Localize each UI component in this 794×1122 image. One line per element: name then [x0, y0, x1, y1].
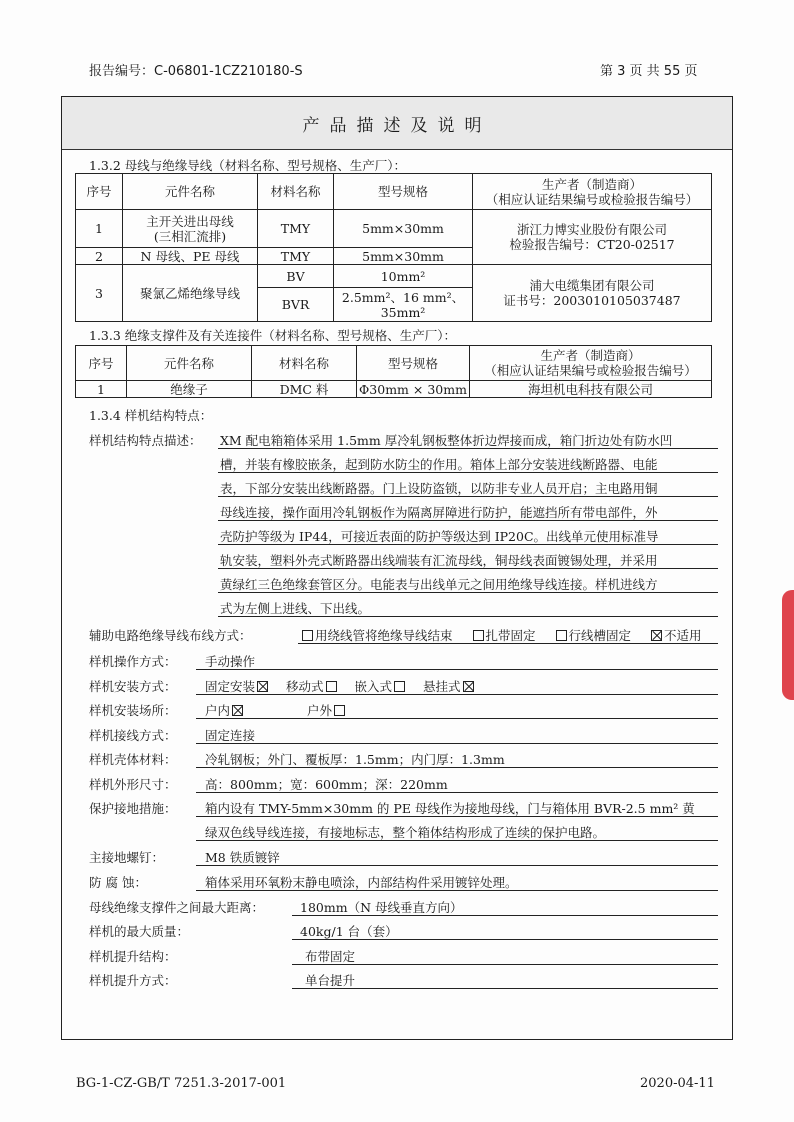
support-distance-value: 180mm（N 母线垂直方向） — [300, 900, 463, 915]
col-manufacturer: 生产者（制造商） （相应认证结果编号或检验报告编号） — [470, 346, 712, 381]
underline — [196, 865, 718, 866]
col-name: 元件名称 — [127, 346, 252, 381]
section-heading-busbar: 1.3.2 母线与绝缘导线（材料名称、型号规格、生产厂）： — [89, 158, 407, 173]
lifting-structure-label: 样机提升结构： — [89, 949, 177, 964]
underline — [196, 816, 718, 817]
installation-options: 固定安装 移动式 嵌入式 悬挂式 — [205, 677, 476, 695]
max-mass-value: 40kg/1 台（套） — [300, 924, 398, 939]
table-cell: 主开关进出母线 (三相汇流排) — [123, 210, 258, 248]
desc-line: 表，下部分安装出线断路器。门上设防盗锁，以防非专业人员开启；主电路用铜 — [220, 481, 658, 496]
col-spec: 型号规格 — [357, 346, 470, 381]
checkbox[interactable] — [326, 681, 337, 692]
table-cell: 聚氯乙烯绝缘导线 — [123, 265, 258, 322]
document-code: BG-1-CZ-GB/T 7251.3-2017-001 — [76, 1076, 287, 1091]
busbar-table — [75, 173, 712, 322]
underline — [196, 743, 718, 744]
table-cell: 2 — [76, 248, 123, 265]
seal-stamp — [782, 590, 794, 700]
page-indicator: 第 3 页 共 55 页 — [600, 64, 698, 79]
size-label: 样机外形尺寸： — [89, 777, 177, 792]
underline — [196, 792, 718, 793]
wiring-value: 固定连接 — [205, 728, 256, 743]
title-bar — [62, 97, 732, 150]
underline — [218, 568, 718, 569]
underline — [196, 669, 718, 670]
checkbox[interactable] — [334, 705, 345, 716]
section-heading-insulator: 1.3.3 绝缘支撑件及有关连接件（材料名称、型号规格、生产厂）： — [89, 328, 457, 343]
wiring-label: 样机接线方式： — [89, 728, 177, 743]
page-title: 产品描述及说明 — [302, 116, 492, 136]
checkbox[interactable] — [473, 630, 484, 641]
col-no: 序号 — [76, 174, 123, 210]
table-cell: 海坦机电科技有限公司 — [470, 381, 712, 398]
operation-value: 手动操作 — [205, 654, 256, 669]
underline — [218, 472, 718, 473]
max-mass-label: 样机的最大质量： — [89, 924, 190, 939]
checkbox-checked[interactable] — [651, 630, 662, 641]
table-cell: 绝缘子 — [127, 381, 252, 398]
underline — [218, 616, 718, 617]
operation-label: 样机操作方式： — [89, 654, 177, 669]
underline — [218, 496, 718, 497]
table-cell: N 母线、PE 母线 — [123, 248, 258, 265]
desc-line: 壳防护等级为 IP44，可接近表面的防护等级达到 IP20C。出线单元使用标准导 — [220, 529, 659, 544]
aux-wiring-label: 辅助电路绝缘导线布线方式： — [89, 628, 252, 643]
lifting-method-label: 样机提升方式： — [89, 973, 177, 988]
support-distance-label: 母线绝缘支撑件之间最大距离： — [89, 900, 265, 915]
checkbox-checked[interactable] — [463, 681, 474, 692]
underline — [292, 915, 718, 916]
underline — [196, 840, 718, 841]
corrosion-value: 箱体采用环氧粉末静电喷涂，内部结构件采用镀锌处理。 — [205, 875, 518, 890]
underline — [298, 643, 718, 644]
table-cell: BVR — [258, 288, 334, 322]
site-label: 样机安装场所： — [89, 703, 177, 718]
earthing-line-2: 绿双色线导线连接，有接地标志，整个箱体结构形成了连续的保护电路。 — [205, 825, 606, 840]
installation-label: 样机安装方式： — [89, 679, 177, 694]
desc-line: 黄绿红三色绝缘套管区分。电能表与出线单元之间用绝缘导线连接。样机进线方 — [220, 577, 658, 592]
col-material: 材料名称 — [258, 174, 334, 210]
lifting-method-value: 单台提升 — [305, 973, 356, 988]
earthing-line-1: 箱内设有 TMY-5mm×30mm 的 PE 母线作为接地母线，门与箱体用 BVR-2.5 mm² 黄 — [205, 801, 695, 816]
col-name: 元件名称 — [123, 174, 258, 210]
col-material: 材料名称 — [252, 346, 357, 381]
site-options: 户内 户外 — [205, 701, 347, 719]
table-cell: TMY — [258, 248, 334, 265]
col-no: 序号 — [76, 346, 127, 381]
report-number: 报告编号：C-06801-1CZ210180-S — [89, 64, 303, 79]
underline — [196, 694, 718, 695]
insulator-table — [75, 345, 712, 398]
earthing-label: 保护接地措施： — [89, 801, 177, 816]
structure-desc-label: 样机结构特点描述： — [89, 433, 202, 448]
checkbox-checked[interactable] — [257, 681, 268, 692]
underline — [218, 544, 718, 545]
desc-line: 母线连接，操作面用冷轧钢板作为隔离屏障进行防护，能遮挡所有带电部件，外 — [220, 505, 658, 520]
lifting-structure-value: 布带固定 — [305, 949, 356, 964]
col-spec: 型号规格 — [334, 174, 473, 210]
aux-wiring-options: 用绕线管将绝缘导线结束 扎带固定 行线槽固定 不适用 — [300, 626, 702, 644]
table-cell: 浙江力博实业股份有限公司 检验报告编号：CT20-02517 — [473, 210, 712, 265]
underline — [196, 718, 718, 719]
checkbox-checked[interactable] — [232, 705, 243, 716]
table-cell: DMC 料 — [252, 381, 357, 398]
table-cell: 5mm×30mm — [334, 210, 473, 248]
table-cell: Φ30mm × 30mm — [357, 381, 470, 398]
shell-value: 冷轧钢板；外门、覆板厚：1.5mm；内门厚：1.3mm — [205, 752, 505, 767]
section-heading-structure: 1.3.4 样机结构特点： — [89, 408, 213, 423]
underline — [196, 767, 718, 768]
checkbox[interactable] — [394, 681, 405, 692]
earth-bolt-label: 主接地螺钉： — [89, 850, 165, 865]
underline — [292, 964, 718, 965]
table-cell: TMY — [258, 210, 334, 248]
document-date: 2020-04-11 — [640, 1076, 715, 1091]
desc-line: 式为左侧上进线、下出线。 — [220, 601, 371, 616]
corrosion-label: 防 腐 蚀： — [89, 875, 147, 890]
shell-label: 样机壳体材料： — [89, 752, 177, 767]
earth-bolt-value: M8 铁质镀锌 — [205, 850, 280, 865]
underline — [196, 890, 718, 891]
checkbox[interactable] — [302, 630, 313, 641]
desc-line: 轨安装，塑料外壳式断路器出线端装有汇流母线，铜母线表面镀锡处理，并采用 — [220, 553, 658, 568]
table-cell: BV — [258, 265, 334, 288]
table-cell: 3 — [76, 265, 123, 322]
table-cell: 2.5mm²、16 mm²、 35mm² — [334, 288, 473, 322]
table-cell: 浦大电缆集团有限公司 证书号：2003010105037487 — [473, 265, 712, 322]
table-cell: 1 — [76, 381, 127, 398]
underline — [292, 988, 718, 989]
underline — [218, 592, 718, 593]
size-value: 高：800mm；宽：600mm；深：220mm — [205, 777, 448, 792]
table-cell: 5mm×30mm — [334, 248, 473, 265]
underline — [292, 939, 718, 940]
table-cell: 1 — [76, 210, 123, 248]
underline — [218, 448, 718, 449]
table-cell: 10mm² — [334, 265, 473, 288]
checkbox[interactable] — [556, 630, 567, 641]
underline — [218, 520, 718, 521]
col-manufacturer: 生产者（制造商） （相应认证结果编号或检验报告编号） — [473, 174, 712, 210]
desc-line: XM 配电箱箱体采用 1.5mm 厚冷轧钢板整体折边焊接而成，箱门折边处有防水凹 — [220, 433, 673, 448]
desc-line: 槽，并装有橡胶嵌条，起到防水防尘的作用。箱体上部分安装进线断路器、电能 — [220, 457, 658, 472]
